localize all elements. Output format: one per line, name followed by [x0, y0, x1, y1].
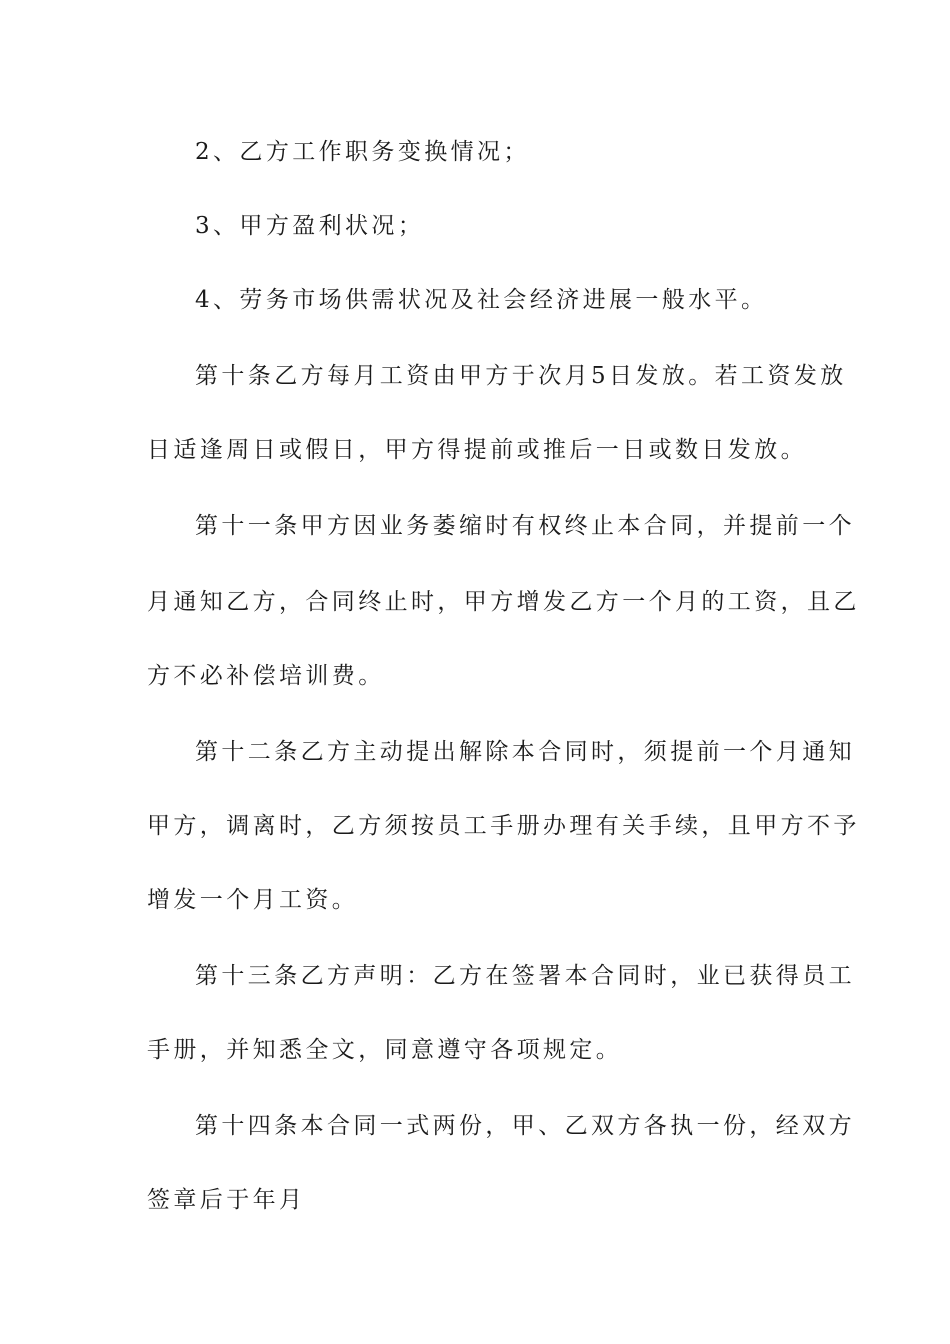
article-14-line-2: 签章后于年月: [147, 1187, 306, 1213]
article-11-line-1: 第十一条甲方因业务萎缩时有权终止本合同，并提前一个: [195, 513, 855, 539]
article-13-line-2: 手册，并知悉全文，同意遵守各项规定。: [147, 1037, 623, 1063]
article-12-line-1: 第十二条乙方主动提出解除本合同时，须提前一个月通知: [195, 739, 855, 765]
paragraph-item-4: 4、劳务市场供需状况及社会经济进展一般水平。: [195, 287, 768, 313]
article-14-line-1: 第十四条本合同一式两份，甲、乙双方各执一份，经双方: [195, 1113, 855, 1139]
paragraph-item-2: 2、乙方工作职务变换情况；: [195, 139, 530, 165]
paragraph-item-3: 3、甲方盈利状况；: [195, 213, 425, 239]
article-10-line-1: 第十条乙方每月工资由甲方于次月5日发放。若工资发放: [195, 363, 847, 389]
article-13-line-1: 第十三条乙方声明：乙方在签署本合同时，业已获得员工: [195, 963, 855, 989]
article-10-line-2: 日适逢周日或假日，甲方得提前或推后一日或数日发放。: [147, 437, 807, 463]
article-12-line-3: 增发一个月工资。: [147, 887, 359, 913]
article-11-line-2: 月通知乙方，合同终止时，甲方增发乙方一个月的工资，且乙: [147, 589, 860, 615]
article-12-line-2: 甲方，调离时，乙方须按员工手册办理有关手续，且甲方不予: [147, 813, 860, 839]
article-11-line-3: 方不必补偿培训费。: [147, 663, 385, 689]
